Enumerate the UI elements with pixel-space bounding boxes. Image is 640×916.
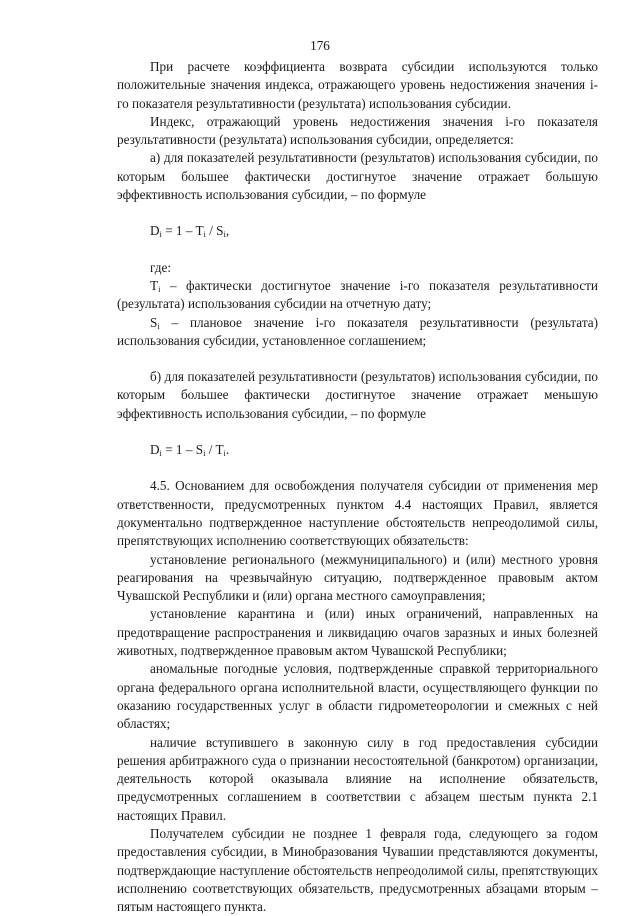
document-body xyxy=(117,58,598,916)
definition-S: $S_i$ – плановое значение i-го показателя результативности (результата) использования субсидии, установленное соглашением; xyxy=(117,314,598,348)
paragraph-weather: аномальные погодные условия, подтвержденные справкой территориального органа федерального органа исполнительной власти, осуществляющего функции по оказанию государственных услуг в области гидрометеорологии и смежных с ней областях; xyxy=(117,661,598,732)
paragraph-emergency: установление регионального (межмуниципального) и (или) местного уровня реагирования на чрезвычайную ситуацию, подтвержденное правовым актом Чувашской Республики и (или) органа местного самоуправления; xyxy=(117,551,598,604)
paragraph-index-definition: Индекс, отражающий уровень недостижения значения i-го показателя результативности (результата) использования субсидии, определяется: xyxy=(117,113,598,148)
definition-T: $T_i$ – фактически достигнутое значение i-го показателя результативности (результата) использования субсидии на отчетную дату; xyxy=(117,277,598,312)
where-label: где: xyxy=(150,259,171,275)
paragraph-quarantine: установление карантина и (или) иных ограничений, направленных на предотвращение распространения и ликвидацию очагов заразных и иных болезней животных, подтвержденное правовым актом Чувашской Республики; xyxy=(117,606,598,659)
paragraph-case-b: б) для показателей результативности (результатов) использования субсидии, по которым большее фактически достигнутое значение отражает меньшую эффективность использования субсидии, – по формуле xyxy=(117,369,598,421)
page-number: 176 xyxy=(310,38,330,53)
paragraph-bankruptcy: наличие вступившего в законную силу в год предоставления субсидии решения арбитражного суда о признании несостоятельной (банкротом) организации, деятельность которой оказывала влияние на исполнение обязательств, предусмотренных соглашением в соответствии с абзацем шестым пункта 2.1 настоящих Правил. xyxy=(117,734,598,823)
paragraph-case-a: а) для показателей результативности (результатов) использования субсидии, по которым большее фактически достигнутое значение отражает большую эффективность использования субсидии, – по формуле xyxy=(117,150,598,203)
formula-a: $D_i = 1 - T_i / S_i$, xyxy=(150,223,230,240)
paragraph-positive-values: При расчете коэффициента возврата субсидии используются только положительные значения индекса, отражающего уровень недостижения значения i-го показателя результативности (результата) использования субсидии. xyxy=(117,59,598,111)
formula-b: $D_i = 1 - S_i / T_i$. xyxy=(150,442,230,459)
paragraph-documents: Получателем субсидии не позднее 1 февраля года, следующего за годом предоставления субсидии, в Минобразования Чувашии представляются документы, подтверждающие наступление обстоятельств непреодолимой силы, препятствующих исполнению соответствующих обязательств, предусмотренных абзацами вторым – пятым настоящего пункта. xyxy=(117,825,598,915)
paragraph-4-5: 4.5. Основанием для освобождения получателя субсидии от применения мер ответственности, предусмотренных пунктом 4.4 настоящих Правил, является документально подтвержденное наступление обстоятельств непреодолимой силы, препятствующих исполнению соответствующих обязательств: xyxy=(117,478,598,549)
